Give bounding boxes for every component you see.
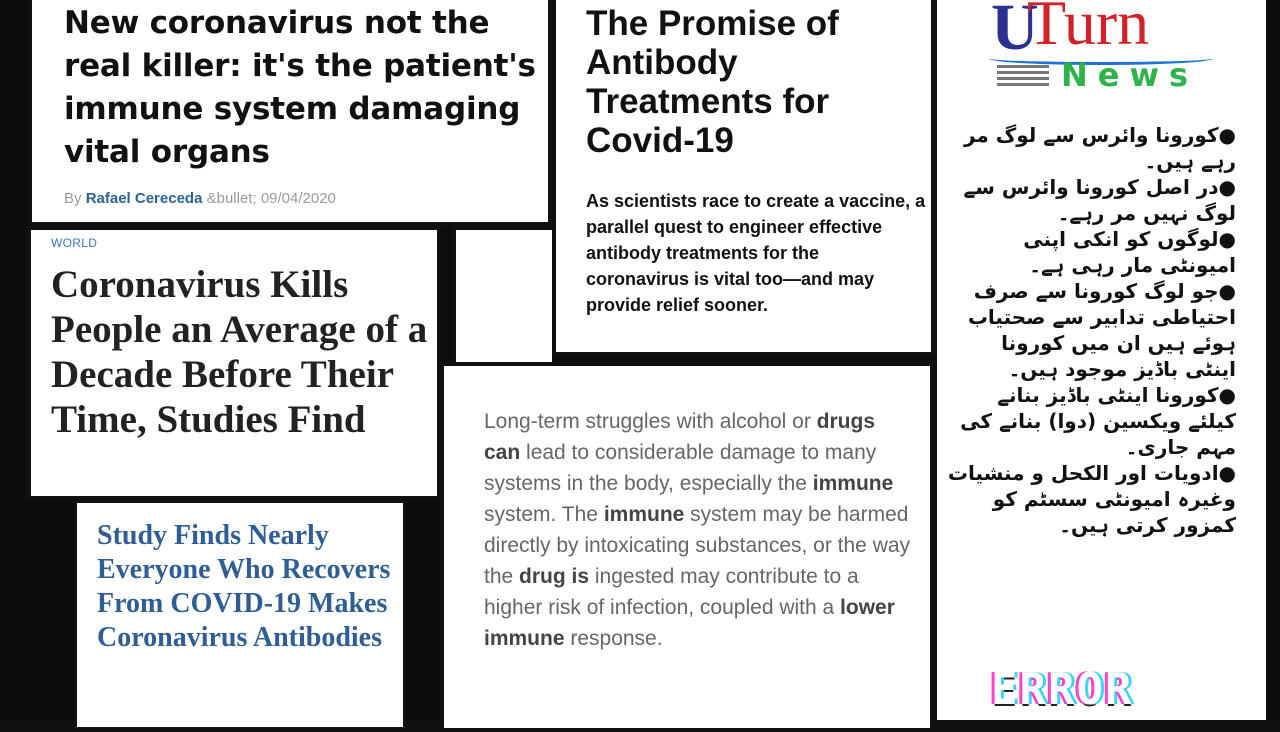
excerpt-bold: immune — [812, 472, 894, 495]
logo-turn: Turn — [1027, 0, 1150, 58]
article-summary: As scientists race to create a vaccine, a parallel quest to engineer effective antibody treatments for the coronavirus is vital too—and may provide relief sooner. — [586, 191, 926, 315]
urdu-bullet: ●لوگوں کو انکی اپنی امیونٹی مار رہی ہے۔ — [1023, 227, 1236, 277]
category-label: WORLD — [51, 236, 98, 250]
excerpt-text: ingested may contribute to a higher risk of infection, coupled with a — [484, 565, 859, 619]
article-headline: Coronavirus Kills People an Average of a Decade Before Their Time, Studies Find — [51, 263, 428, 441]
article-card-antibody-promise — [553, 0, 935, 356]
glitch-error-stamp: ERROR — [991, 664, 1134, 715]
article-headline: New coronavirus not the real killer: it's the patient's immune system damaging vital organs — [64, 5, 536, 170]
byline-separator: &bullet; — [206, 190, 257, 207]
urdu-bullet: ●کورونا اینٹی باڈیز بنانے کیلئے ویکسین (دوا) بنانے کی مہم جاری۔ — [960, 383, 1236, 459]
excerpt-text: lead to considerable damage to many systems in the body, especially the — [484, 441, 877, 495]
excerpt-text: system may be harmed directly by intoxicating substances, or the way the — [484, 503, 911, 588]
logo-news: News — [1061, 56, 1199, 94]
newspaper-icon — [997, 62, 1049, 90]
article-headline: Study Finds Nearly Everyone Who Recovers From COVID-19 Makes Coronavirus Antibodies — [97, 520, 391, 653]
byline — [64, 190, 336, 207]
right-panel — [934, 0, 1274, 720]
excerpt-text: system. The — [484, 503, 604, 526]
right-edge-bar — [1266, 0, 1280, 720]
excerpt-bold: lower immune — [484, 596, 895, 650]
article-card-decade-before — [27, 226, 441, 500]
article-headline: The Promise of Antibody Treatments for Covid-19 — [586, 4, 839, 160]
excerpt-text: response. — [564, 627, 663, 650]
excerpt-bold: drug is — [519, 565, 590, 588]
uturn-news-logo — [987, 0, 1227, 102]
urdu-bullet: ●ادویات اور الکحل و منشیات وغیرہ امیونٹی سسٹم کو کمزور کرتی ہیں۔ — [947, 461, 1236, 537]
excerpt-text: Long-term struggles with alcohol or — [484, 410, 817, 433]
byline-prefix: By — [64, 190, 82, 207]
excerpt-bold: immune — [603, 503, 685, 526]
logo-u: U — [991, 0, 1039, 64]
article-card-alcohol-drugs — [440, 362, 934, 732]
paper-scrap — [452, 226, 552, 364]
article-excerpt — [484, 406, 914, 654]
author-link[interactable]: Rafael Cereceda — [85, 190, 203, 207]
urdu-bullet: ●کورونا وائرس سے لوگ مر رہے ہیں۔ — [963, 123, 1236, 173]
article-card-study-antibodies — [74, 500, 406, 730]
byline-date: 09/04/2020 — [260, 190, 336, 207]
urdu-bullet-list — [946, 122, 1236, 538]
urdu-bullet: ●در اصل کورونا وائرس سے لوگ نہیں مر رہے۔ — [963, 175, 1236, 225]
excerpt-bold: drugs can — [484, 410, 876, 464]
article-card-real-killer — [28, 0, 552, 226]
urdu-bullet: ●جو لوگ کورونا سے صرف احتیاطی تدابیر سے صحتیاب ہوئے ہیں ان میں کورونا اینٹی باڈیز موجود ہیں۔ — [967, 279, 1236, 381]
